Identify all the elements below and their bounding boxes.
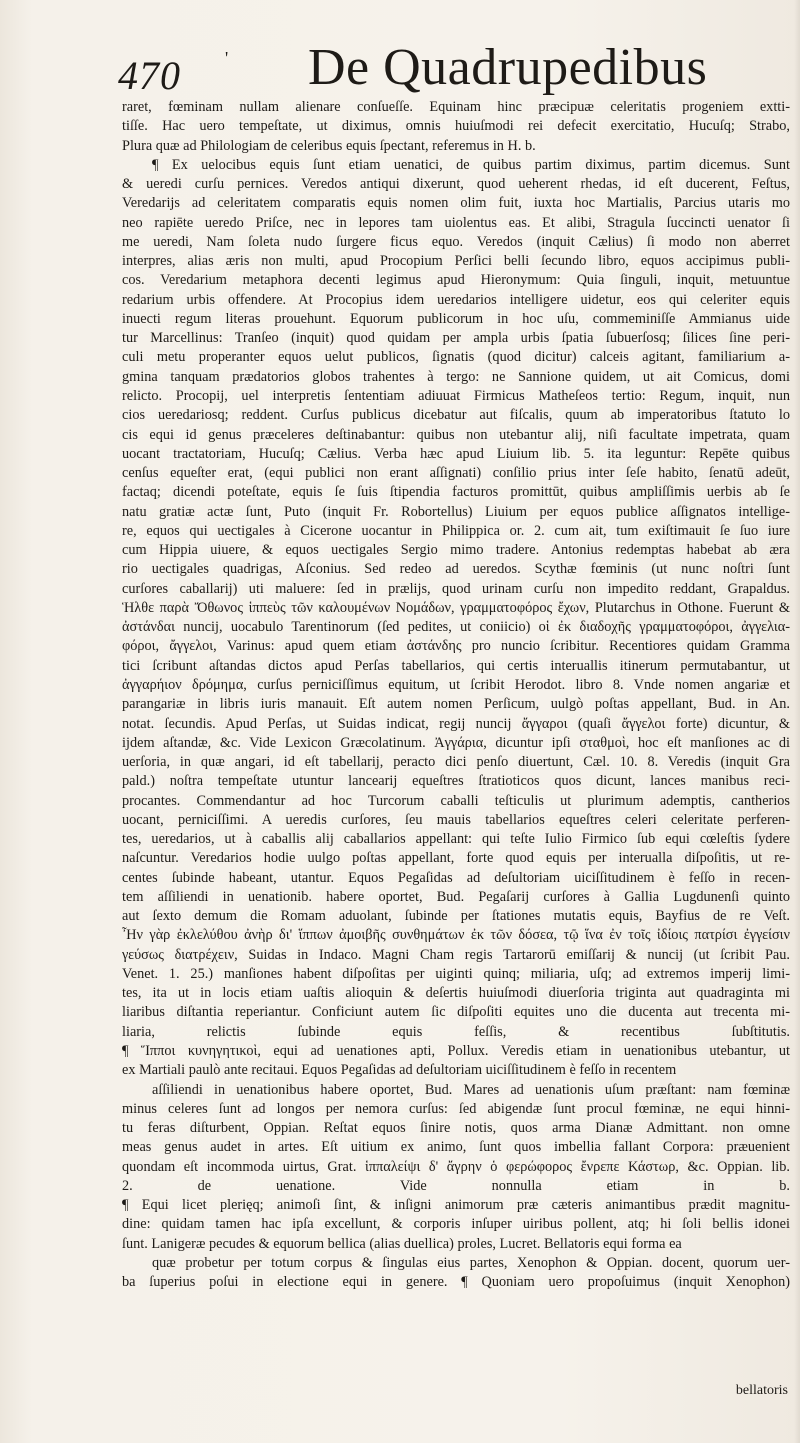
text-line: cum Hippia uiuere, & equos uectigales Sergio mimo tradere. Antonius redemptas habebat ab æra (122, 542, 790, 559)
text-line: ἀγγαρήιον δρόμημα, curſus perniciſſimus equitum, ut ſcribit Herodot. libro 8. Vnde nomen angariæ et (122, 676, 790, 693)
text-line: cios ueredariosq; reddent. Curſus publicus dicebatur aut fiſcalis, quum ab imperatoribus ſtatuto lo (122, 407, 790, 424)
text-line: cos. Veredarium metaphora decenti legimus apud Hieronymum: Quia ſinguli, inquit, metuuntue (122, 272, 790, 289)
text-line: interpres, alias æris non multi, apud Procopium Perſici belli ſecundo libro, equos accipimus publi- (122, 253, 790, 270)
text-line: relicto. Procopij, uel interpretis ſententiam adiuuat Firmicus Matheſeos tertio: Regum, inquit, nun (122, 387, 790, 404)
text-line: tur Marcellinus: Tranſeo (inquit) quod quidam per ampla urbis ſpatia ſubuerſosq; ſilices ſine peri- (122, 330, 790, 347)
text-line: uocant, perniciſſimi. A ueredis curſores, ſeu mauis tabellarios equeſtres celeri celeritate perferen- (122, 811, 790, 828)
text-line: ¶ Equi licet plerięq; animoſi ſint, & inſigni animorum præ cæteris animantibus prædit magnitu- (122, 1197, 790, 1214)
text-line: Venet. 1. 25.) manſiones habent diſpoſitas per uiginti quinq; miliaria, uſq; ad extremos imperij limi- (122, 965, 790, 982)
text-line: γεύσως διατρέχειν, Suidas in Indaco. Magni Cham regis Tartarorū emiſſarij & nuncij (ut ſcribit Pau. (122, 946, 790, 963)
text-line: meas genus audet in artes. Eſt uitium ex animo, ſunt quos imbellia fallant Corpora: præuenient (122, 1139, 790, 1156)
text-line: Plura quæ ad Philologiam de celeribus equis ſpectant, referemus in H. b. (122, 137, 536, 154)
text-line: tes, ita ut in locis etiam uaſtis alioquin & deſertis huiuſmodi diuerſoria triginta aut quadraginta mi (122, 985, 790, 1002)
text-line: Veredarijs ad celeritatem comparatis equis nomen olim fuit, iuxta hoc Martialis, Parcius utaris mo (122, 195, 790, 212)
text-line: tici ſcribunt aſtandas dictos apud Perſas tabellarios, qui certis interuallis itinerum permutabantur, ut (122, 657, 790, 674)
text-line: minus celeres ſunt ad longos per nemora curſus: ſed abigendæ ſunt procul fœminæ, ne equi hinni- (122, 1100, 790, 1117)
text-line: inuecti regum literas prouehunt. Equorum publicorum in hoc uſu, commeminiſſe Ammianus uide (122, 310, 790, 327)
text-line: ex Martiali paulò ante recitaui. Equos Pegaſidas ad deſultoriam uiciſſitudinem è feſſo in recentem (122, 1062, 677, 1079)
page-edge-shadow (794, 0, 800, 1443)
text-line: naſcuntur. Veredarios hodie uulgo poſtas appellant, forte quod equis per interualla diſpoſitis, ut re- (122, 850, 790, 867)
page-number: 470 (118, 53, 181, 98)
text-line: 2. de uenatione. Vide nonnulla etiam in b. (122, 1177, 790, 1194)
text-line: parangariæ in libris iuris manauit. Eſt autem nomen Perſicum, uulgò poſtas appellant, Bud. in An. (122, 696, 790, 713)
text-line: quæ probetur per totum corpus & ſingulas eius partes, Xenophon & Oppian. docent, quorum uer- (152, 1254, 790, 1271)
text-line: neo rapiēte ueredo Priſce, nec in lepores tam uiolentus eas. Et alibi, Stragula ſuccincti uenator ſi (122, 214, 790, 231)
text-line: curſores caballarij) uti maluere: ſed in prælijs, quod urinam curſu non impedito reddant, Grapaldus. (122, 580, 790, 597)
text-line: ¶ Ex uelocibus equis ſunt etiam uenatici, de quibus partim diximus, partim dicemus. Sunt (152, 156, 790, 173)
text-line: & ueredi curſu pernices. Veredos antiqui dixerunt, quod ueherent rhedas, id eſt ducerent, Feſtus, (122, 176, 790, 193)
text-line: φόροι, ἄγγελοι, Varinus: apud quem etiam ἀστάνδης pro nuncio ſcribitur. Recentiores quidam Gramma (122, 638, 790, 655)
text-line: liaribus diſtantia reperiantur. Conficiunt autem ſic diſpoſiti equites uno die ducenta aut trecenta mi- (122, 1004, 790, 1021)
page-header (118, 34, 740, 98)
text-line: uerſoria, in quæ angari, id eſt tabellarij, peracto dici penſo diuertunt, Cæl. 10. 8. Veredis (inquit Gra (122, 754, 790, 771)
text-line: culi metu properanter equos uelut publicos, ſignatis (quod dicitur) calceis agitant, familiarium a- (122, 349, 790, 366)
text-line: Ἡλθε παρὰ Ὄθωνος ἱππεὺς τῶν καλουμένων Νομάδων, γραμματοφόρος ἔχων, Plutarchus in Othone. Fuerunt & (122, 599, 790, 616)
catchword: bellatoris (735, 1383, 788, 1398)
text-line: liaria, relictis ſubinde equis feſſis, & recentibus ſubſtitutis. (122, 1023, 790, 1040)
text-line: gmina tanquam prædatorios globos trahentes à tergo: ne Sannione quidem, ut ait Comicus, domi (122, 368, 790, 385)
body-text (122, 98, 790, 1292)
text-line: raret, fœminam nullam alienare conſueſſe. Equinam hinc præcipuæ celeritatis progeniem extti- (122, 99, 790, 115)
text-line: ſunt. Lanigeræ pecudes & equorum bellica (alias duellica) proles, Lucret. Bellatoris equi forma ea (122, 1235, 682, 1252)
text-line: ¶ Ἵπποι κυνηγητικοὶ, equi ad uenationes apti, Pollux. Veredis etiam in uenationibus utebantur, ut (122, 1043, 790, 1060)
text-line: notat. ſecundis. Apud Perſas, ut Suidas indicat, regij nuncij ἄγγαροι (quaſi ἄγγελοι forte) dicuntur, & (122, 715, 790, 732)
text-line: factaq; dicendi poteſtate, equis ſe ſuis ſtipendia facturos promittūt, quibus ampliſſimis uerbis ab ſe (122, 484, 790, 501)
running-title: De Quadrupedibus (308, 39, 708, 96)
text-line: cis equi id genus præceleres deſtinabantur: quibus non utebantur alij, niſi facultate impetrata, quam (122, 426, 790, 443)
text-line: aut ſexto demum die Romam aduolant, ſubinde per ſtationes mutatis equis, Bayfius de re Veſt. (122, 908, 790, 925)
text-line: dine: quidam tamen hac ipſa excellunt, & corporis inſuper uiribus pollent, atq; hi ſoli bellis idonei (122, 1216, 790, 1233)
text-line: aſſiliendi in uenationibus habere oportet, Bud. Mares ad uenationis uſum præſtant: nam fœminæ (152, 1081, 790, 1098)
header-mark: ' (225, 48, 229, 68)
text-line: procantes. Commendantur ad hoc Turcorum caballi teſticulis ut plurimum ademptis, cantherios (122, 792, 790, 809)
text-line: me ueredi, Nam ſoleta nudo ſurgere ficus equo. Veredos (inquit Cælius) ſi modo non aberret (122, 233, 790, 250)
text-line: quondam eſt incommoda uirtus, Grat. ἱππαλείψι δ' ἄγρην ὁ φερώφορος ἔνρεπε Κάστωρ, &c. Oppian. lib. (122, 1158, 790, 1175)
text-line: cenſus equeſter erat, (equi publici non erant aſſignati) conſilio prius inter ſeſe habito, ſenatū adeūt, (122, 465, 790, 482)
text-line: uocant tractatoriam, Hucuſq; Cælius. Verba hæc apud Liuium lib. 5. ita leguntur: Repēte quibus (122, 445, 790, 462)
text-line: redarium urbis offendere. At Procopius idem ueredarios intelligere uidetur, eos qui celeriter equis (122, 291, 790, 308)
text-line: tes, ueredarios, ut à caballis alij caballarios appellant: qui teſte Iulio Firmico ſub equi cœleſtis ſydere (122, 831, 790, 848)
text-line: ijdem aſtandæ, &c. Vide Lexicon Græcolatinum. Ἀγγάρια, dicuntur ipſi σταθμοὶ, hoc eſt manſiones ac di (122, 734, 790, 751)
text-line: tu feras diſturbent, Oppian. Reſtat equos ſinire notis, quos arma Dianæ Admittant. non omne (122, 1120, 790, 1137)
text-line: tem aſſiliendi in uenationib. habere oportet, Bud. Pegaſarij curſores à Gallia Lugdunenſi quinto (122, 888, 790, 905)
text-line: ἀστάνδαι nuncij, uocabulo Tarentinorum (ſed pedites, ut coniicio) οἱ ἐκ διαδοχῆς γραμματοφόροι, ἀγγελια- (122, 619, 790, 636)
text-line: centes ſubinde habeant, utantur. Equos Pegaſidas ad deſultoriam uiciſſitudinem è feſſo in recen- (122, 869, 790, 886)
text-line: natu gratiæ actæ ſunt, Puto (inquit Fr. Robortellus) Liuium per equos publice aſſignatos intellige- (122, 503, 790, 520)
text-line: ba ſuperius poſui in electione equi in genere. ¶ Quoniam uero propoſuimus (inquit Xenophon) (122, 1274, 790, 1291)
text-line: re, equos qui uectigales à Cicerone uocantur in Philippica or. 2. cum ait, tum exiſtimauit ſe ſuo iure (122, 522, 790, 539)
text-line: pald.) noſtra tempeſtate utuntur lancearij equeſtres ſtratioticos quos dicunt, lances manibus reci- (122, 773, 790, 790)
text-line: rio uectigales quadrigas, Aſconius. Sed redeo ad ueredos. Scythæ fœminis (ut nunc noſtri ſunt (122, 561, 790, 578)
text-line: tiſſe. Hac uero tempeſtate, ut diximus, omnis huiuſmodi rei defecit exercitatio, Hucuſq; Strabo, (122, 118, 790, 135)
text-line: Ἦν γὰρ ἐκλελύθου ἀνὴρ δι' ἵππων ἀμοιβῆς συνθημάτων ἐκ τῶν δόσεα, τῷ ἵνα ἐν τοῖς ἰδίοις πατρίσι ἐγγείσιν (122, 927, 790, 944)
